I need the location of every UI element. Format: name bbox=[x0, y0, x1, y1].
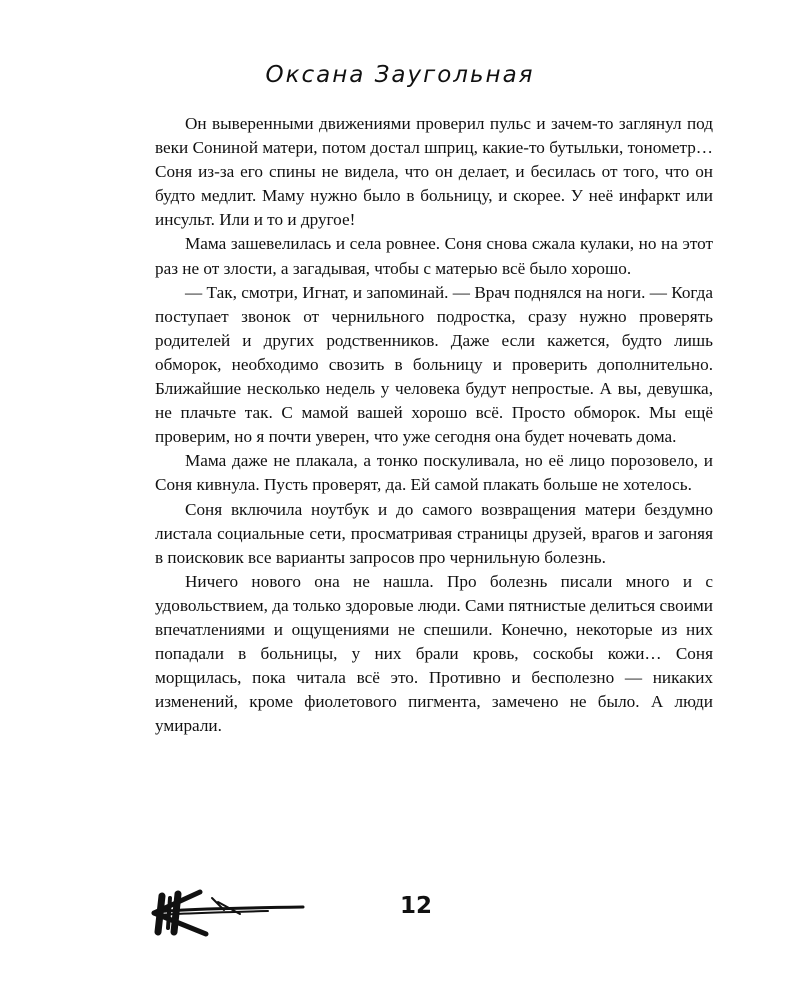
paragraph: Ничего нового она не нашла. Про болезнь писали много и с удовольствием, да только здоровые люди. Сами пятнистые делиться своими впечатлениями и ощущениями не спешили. Конечно, некоторые из них попадали в больницы, у них брали кровь, соскобы кожи… Соня морщилась, пока читала всё это. Противно и бесполезно — никаких изменений, кроме фиолетового пигмента, замечено не было. А люди умирали. bbox=[155, 571, 713, 736]
paragraph: Соня включила ноутбук и до самого возвращения матери бездумно листала социальные сети, просматривая страницы друзей, врагов и загоняя в поисковик все варианты запросов про чернильную болезнь. bbox=[155, 499, 713, 567]
page-body bbox=[155, 112, 713, 738]
paragraph: Мама зашевелилась и села ровнее. Соня снова сжала кулаки, но на этот раз не от злости, а загадывая, чтобы с матерью всё было хорошо. bbox=[155, 234, 713, 278]
paragraph: Он выверенными движениями проверил пульс и зачем-то заглянул под веки Сониной матери, потом достал шприц, какие-то бутыльки, тонометр… Соня из-за его спины не видела, что он делает, и бесилась от того, что он будто медлит. Маму нужно было в больницу, и скорее. У неё инфаркт или инсульт. Или и то и другое! bbox=[155, 114, 713, 230]
running-header-author: Оксана Заугольная bbox=[265, 62, 535, 88]
page-number: 12 bbox=[400, 893, 433, 919]
hand-drawn-arrow-icon bbox=[148, 888, 308, 938]
paragraph: Мама даже не плакала, а тонко поскуливала, но её лицо порозовело, и Соня кивнула. Пусть проверят, да. Ей самой плакать больше не хотелось. bbox=[155, 451, 713, 495]
paragraph: — Так, смотри, Игнат, и запоминай. — Врач поднялся на ноги. — Когда поступает звонок от чернильного подростка, сразу нужно проверять родителей и других родственников. Даже если кажется, будто лишь обморок, необходимо свозить в больницу и проверить дополнительно. Ближайшие несколько недель у человека будут непростые. А вы, девушка, не плачьте так. С мамой вашей хорошо всё. Просто обморок. Мы ещё проверим, но я почти уверен, что уже сегодня она будет ночевать дома. bbox=[155, 282, 713, 447]
